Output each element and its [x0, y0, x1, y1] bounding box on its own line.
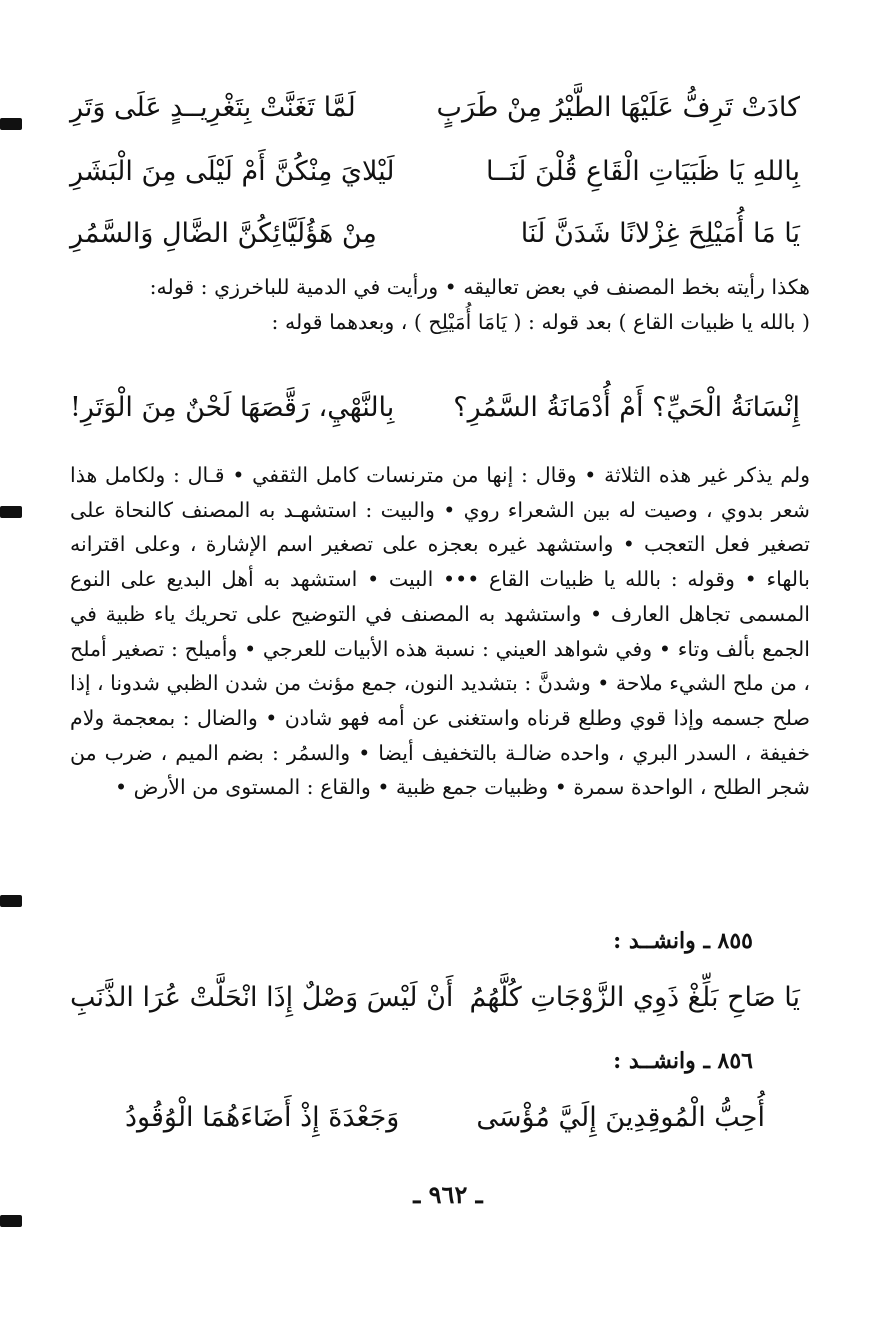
verse-second-hemistich: بِالنَّهْيِ، رَقَّصَهَا لَحْنٌ مِنَ الْوَتَرِ!	[70, 392, 395, 423]
verse-first-hemistich: أُحِبُّ الْمُوقِدِينَ إِلَيَّ مُؤْسَى	[476, 1102, 765, 1133]
verse-first-hemistich: يَا صَاحِ بَلِّغْ ذَوِي الزَّوْجَاتِ كُلَّهُمُ	[469, 982, 800, 1013]
intro-paragraph	[70, 270, 810, 339]
section-heading-856: ٨٥٦ ـ وانشــد :	[613, 1048, 753, 1074]
verse-856	[125, 1098, 765, 1138]
verse-line-3	[70, 214, 800, 254]
verse-second-hemistich: لَيْلايَ مِنْكُنَّ أَمْ لَيْلَى مِنَ الْبَشَرِ	[70, 156, 395, 187]
margin-mark	[0, 506, 22, 518]
section-heading-855: ٨٥٥ ـ وانشــد :	[613, 928, 753, 954]
page-number: ـ ٩٦٢ ـ	[413, 1180, 483, 1209]
verse-first-hemistich: إِنْسَانَةُ الْحَيِّ؟ أَمْ أُدْمَانَةُ السَّمُرِ؟	[453, 392, 800, 423]
verse-line-2	[70, 152, 800, 192]
verse-second-hemistich: لَمَّا تَغَنَّتْ بِتَغْرِيــدٍ عَلَى وَتَرِ	[70, 92, 356, 123]
intro-line: ( بالله يا ظبيات القاع ) بعد قوله : ( يَامَا أُمَيْلِح ) ، وبعدهما قوله :	[271, 309, 810, 334]
margin-mark	[0, 1215, 22, 1227]
margin-mark	[0, 895, 22, 907]
verse-first-hemistich: كادَتْ تَرِفُّ عَلَيْهَا الطَّيْرُ مِنْ طَرَبٍ	[436, 92, 800, 123]
commentary-paragraph	[70, 458, 810, 805]
commentary-text: ولم يذكر غير هذه الثلاثة • وقال : إنها من مترنسات كامل الثقفي • قـال : ولكامل هذا شعر بدوي ، وصيت له بين الشعراء روي • والبيت : استشهـد به المصنف كالنحاة على تصغير فعل التعجب • واستشهد غيره بعجزه على تصغير اسم الإشارة ، وعلى اقترانه بالهاء • وقوله : بالله يا ظبيات القاع ••• البيت • استشهد به أهل البديع على النوع المسمى تجاهل العارف • واستشهد به المصنف في التوضيح على تحريك ياء ظبية في الجمع بألف وتاء • وفي شواهد العيني : نسبة هذه الأبيات للعرجي • وأميلح : تصغير أملح ، من ملح الشيء ملاحة • وشدنَّ : بتشديد النون، جمع مؤنث من شدن الظبي شدونا ، إذا صلح جسمه وإذا قوي وطلع قرناه واستغنى عن أمه فهو شادن • والضال : بمعجمة ولام خفيفة ، السدر البري ، واحده ضالـة بالتخفيف أيضا • والسمُر : بضم الميم ، ضرب من شجر الطلح ، الواحدة سمرة • وظبيات جمع ظبية • والقاع : المستوى من الأرض •	[70, 463, 810, 800]
intro-line: هكذا رأيته بخط المصنف في بعض تعاليقه • ورأيت في الدمية للباخرزي : قوله:	[149, 275, 810, 299]
verse-first-hemistich: بِاللهِ يَا ظَبَيَاتِ الْقَاعِ قُلْنَ لَنَــا	[485, 156, 800, 187]
verse-first-hemistich: يَا مَا أُمَيْلِحَ غِزْلانًا شَدَنَّ لَنَا	[520, 218, 800, 249]
verse-second-hemistich: أَنْ لَيْسَ وَصْلٌ إِذَا انْحَلَّتْ عُرَا الذَّنَبِ	[70, 982, 454, 1013]
verse-middle	[70, 388, 800, 428]
verse-second-hemistich: وَجَعْدَةَ إِذْ أَضَاءَهُمَا الْوُقُودُ	[125, 1102, 400, 1133]
verse-855	[70, 978, 800, 1018]
verse-second-hemistich: مِنْ هَؤُلَيَّائِكُنَّ الضَّالِ وَالسَّمُرِ	[70, 218, 377, 249]
margin-mark	[0, 118, 22, 130]
verse-line-1	[70, 88, 800, 128]
